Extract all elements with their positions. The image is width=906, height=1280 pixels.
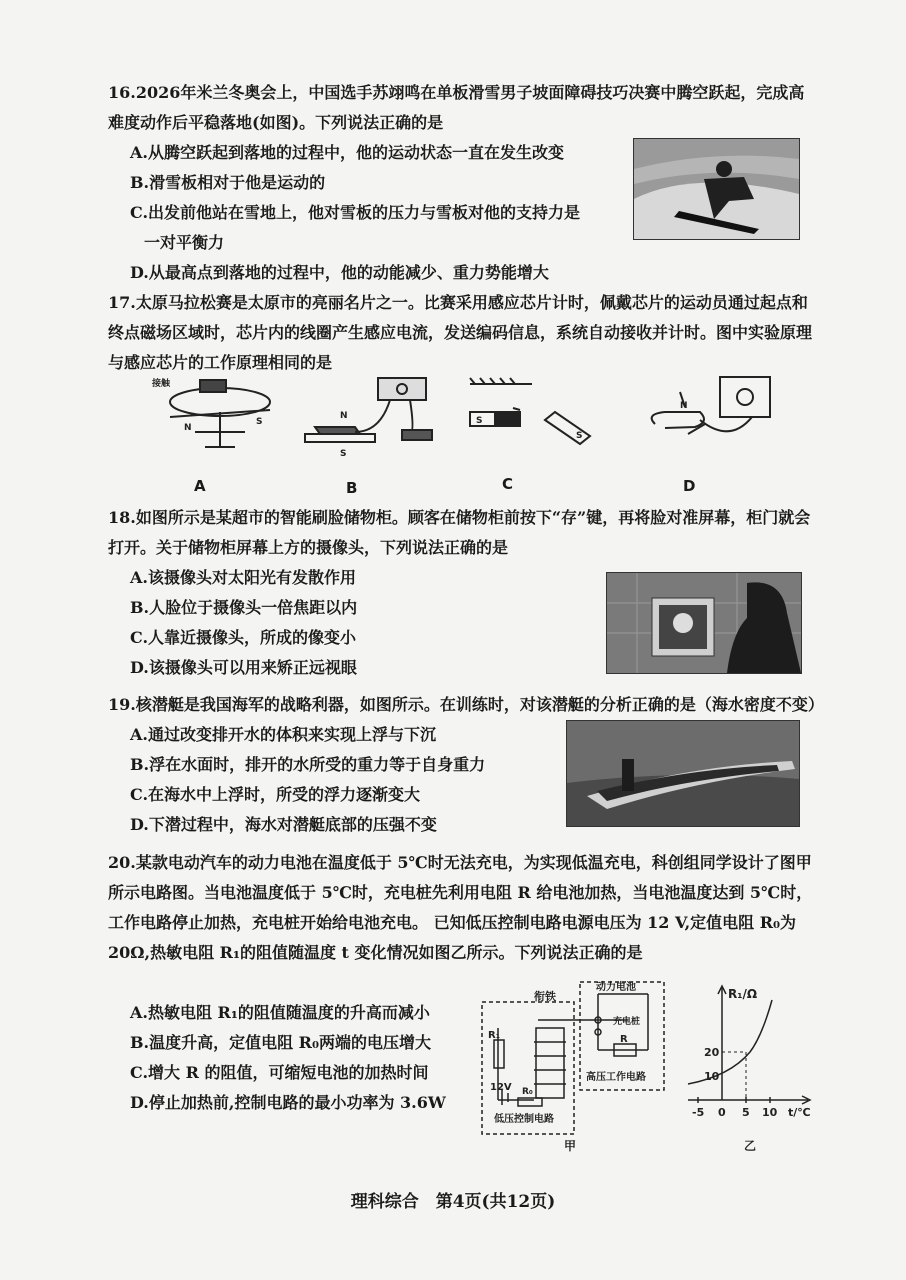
- fig-a-text-contact: 接触: [152, 379, 171, 389]
- graph-xtick-m5: -5: [692, 1106, 705, 1119]
- question-17: [108, 288, 820, 378]
- option-20-c: C.增大 R 的阻值，可缩短电池的加热时间: [130, 1063, 429, 1082]
- option-16-a: A.从腾空跃起到落地的过程中，他的运动状态一直在发生改变: [130, 143, 564, 162]
- option-20-b: B.温度升高，定值电阻 R₀两端的电压增大: [130, 1033, 431, 1052]
- graph-xtick-5: 5: [742, 1106, 750, 1119]
- figure-c-apparatus: [470, 378, 590, 444]
- r1-temperature-graph: [680, 980, 820, 1160]
- fig-a-text-n: N: [184, 423, 192, 433]
- circuit-label-r1: R₁: [488, 1030, 501, 1041]
- q17-figures: [140, 372, 780, 467]
- figure-a-apparatus: [170, 380, 270, 447]
- option-16-c-cont: 一对平衡力: [144, 233, 225, 252]
- question-17-stem: 17.太原马拉松赛是太原市的亮丽名片之一。比赛采用感应芯片计时，佩戴芯片的运动员通过起点和终点磁场区域时，芯片内的线圈产生感应电流，发送编码信息，系统自动接收并计时。图中实验原理与感应芯片的工作原理相同的是: [108, 293, 813, 372]
- figure-label-a: A: [194, 477, 206, 495]
- fig-b-text-n: N: [340, 411, 348, 421]
- circuit-label-v: 12V: [490, 1082, 512, 1093]
- circuit-label-iron: 衔铁: [534, 990, 556, 1003]
- fig-d-text-n: N: [680, 401, 688, 411]
- question-18-stem: 18.如图所示是某超市的智能刷脸储物柜。顾客在储物柜前按下“存”键，再将脸对准屏幕，柜门就会打开。关于储物柜屏幕上方的摄像头，下列说法正确的是: [108, 508, 811, 557]
- circuit-diagram: [478, 980, 668, 1160]
- locker-image: [607, 573, 801, 673]
- circuit-label-battery: 动力电池: [596, 982, 636, 993]
- snowboarder-photo: [633, 138, 800, 240]
- fig-c-text-s2: S: [576, 431, 583, 441]
- question-20-options: [108, 998, 468, 1118]
- option-18-a: A.该摄像头对太阳光有发散作用: [130, 568, 356, 587]
- locker-photo: [606, 572, 802, 674]
- option-19-b: B.浮在水面时，排开的水所受的重力等于自身重力: [130, 755, 486, 774]
- question-16-stem: 16.2026年米兰冬奥会上，中国选手苏翊鸣在单板滑雪男子坡面障碍技巧决赛中腾空跃起，完成高难度动作后平稳落地(如图)。下列说法正确的是: [108, 83, 805, 132]
- option-19-a: A.通过改变排开水的体积来实现上浮与下沉: [130, 725, 436, 744]
- question-20: [108, 848, 820, 968]
- option-18-c: C.人靠近摄像头，所成的像变小: [130, 628, 357, 647]
- figure-label-d: D: [683, 477, 696, 495]
- graph-ytick-10: 10: [704, 1070, 720, 1083]
- graph-ylabel: R₁/Ω: [728, 987, 758, 1001]
- option-20-d: D.停止加热前,控制电路的最小功率为 3.6W: [130, 1093, 446, 1112]
- fig-b-text-s: S: [340, 449, 347, 459]
- graph-ytick-20: 20: [704, 1046, 720, 1059]
- question-19-stem: 19.核潜艇是我国海军的战略利器，如图所示。在训练时，对该潜艇的分析正确的是（海水密度不变）: [108, 695, 824, 714]
- option-16-d: D.从最高点到落地的过程中，他的动能减少、重力势能增大: [130, 263, 549, 282]
- option-20-a: A.热敏电阻 R₁的阻值随温度的升高而减小: [130, 1003, 430, 1022]
- option-16-c: C.出发前他站在雪地上，他对雪板的压力与雪板对他的支持力是: [130, 203, 581, 222]
- circuit-label-r0: R₀: [522, 1087, 533, 1097]
- option-19-d: D.下潜过程中，海水对潜艇底部的压强不变: [130, 815, 437, 834]
- circuit-label-charger: 充电桩: [613, 1017, 641, 1027]
- snowboarder-image: [634, 139, 799, 239]
- question-20-stem: 20.某款电动汽车的动力电池在温度低于 5℃时无法充电，为实现低温充电，科创组同学设计了图甲所示电路图。当电池温度低于 5℃时，充电桩先利用电阻 R 给电池加热，当电池温度达到 5℃时，工作电路停止加热，充电桩开始给电池充电。 已知低压控制电路电源电压为 12 V,定值电阻 R₀为 20Ω,热敏电阻 R₁的阻值随温度 t 变化情况如图乙所示。下列说法正确的是: [108, 853, 813, 962]
- circuit-label-fig: 甲: [564, 1139, 577, 1153]
- option-19-c: C.在海水中上浮时，所受的浮力逐渐变大: [130, 785, 421, 804]
- circuit-label-low: 低压控制电路: [494, 1114, 554, 1125]
- submarine-photo: [566, 720, 800, 827]
- fig-a-text-s: S: [256, 417, 263, 427]
- submarine-image: [567, 721, 799, 826]
- graph-xtick-0: 0: [718, 1106, 726, 1119]
- figure-d-apparatus: [652, 377, 770, 434]
- option-18-b: B.人脸位于摄像头一倍焦距以内: [130, 598, 358, 617]
- fig-c-text-s1: S: [476, 416, 483, 426]
- figure-label-c: C: [502, 475, 514, 493]
- figure-label-b: B: [346, 479, 358, 497]
- page-footer: 理科综合 第4页(共12页): [350, 1192, 556, 1212]
- graph-xlabel: t/℃: [788, 1106, 811, 1119]
- graph-fig: 乙: [744, 1139, 757, 1153]
- circuit-label-r: R: [620, 1034, 628, 1045]
- figure-b-apparatus: [305, 378, 432, 442]
- option-18-d: D.该摄像头可以用来矫正远视眼: [130, 658, 357, 677]
- circuit-label-high: 高压工作电路: [586, 1072, 646, 1083]
- option-16-b: B.滑雪板相对于他是运动的: [130, 173, 326, 192]
- graph-xtick-10: 10: [762, 1106, 778, 1119]
